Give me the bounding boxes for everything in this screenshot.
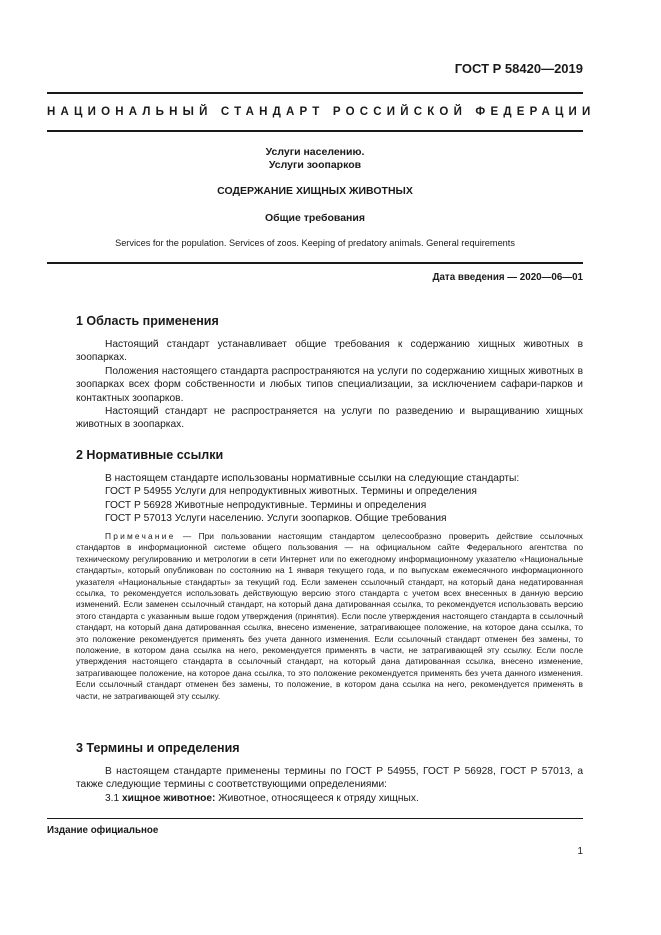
national-standard-banner: НАЦИОНАЛЬНЫЙ СТАНДАРТ РОССИЙСКОЙ ФЕДЕРАЦИИ	[47, 106, 596, 118]
note-text: — При пользовании настоящим стандартом целесообразно проверить действие ссылочных стандартов в информационной системе общего пользования — на официальном сайте Федерального агентства по техническому регулированию и метрологии в сети Интернет или по ежегодному информационному указателю «Национальные стандарты», который опубликован по состоянию на 1 января текущего года, и по выпускам ежемесячного информационного указателя «Национальные стандарты» за текущий год. Если заменен ссылочный стандарт, на который дана недатированная ссылка, то рекомендуется использовать действующую версию этого стандарта с учетом всех внесенных в данную версию изменений. Если заменен ссылочный стандарт, на который дана датированная ссылка, то рекомендуется использовать версию этого стандарта с указанным выше годом утверждения (принятия). Если после утверждения настоящего стандарта в ссылочный стандарт, на который дана датированная ссылка, внесено изменение, затрагивающее положение, на которое дана ссылка, то это положение рекомендуется применять без учета данного изменения. Если ссылочный стандарт отменен без замены, то положение, в котором дана ссылка на него, рекомендуется применять в части, не затрагивающей эту ссылку. Если после утверждения настоящего стандарта в ссылочный стандарт, на который дана датированная ссылка, внесено изменение, затрагивающее положение, на которое дана ссылка, то это положение рекомендуется применять без учета данного изменения. Если ссылочный стандарт отменен без замены, то положение, в котором дана ссылка на него, рекомендуется применять в части, не затрагивающей эту ссылку.	[76, 531, 583, 701]
title-main: СОДЕРЖАНИЕ ХИЩНЫХ ЖИВОТНЫХ	[217, 185, 413, 197]
section2-heading: 2 Нормативные ссылки	[76, 448, 224, 462]
note-lead: Примечание	[105, 531, 176, 541]
title-rule	[47, 262, 583, 264]
page-number: 1	[577, 846, 583, 857]
section3-body	[76, 765, 583, 805]
normative-reference: ГОСТ Р 57013 Услуги населению. Услуги зоопарков. Общие требования	[105, 513, 447, 525]
normative-note	[76, 531, 583, 702]
section1-paragraph: Положения настоящего стандарта распространяются на услуги по содержанию хищных животных в зоопарках всех форм собственности и любых типов специализации, за исключением сафари-парков и контактных зоопарков.	[76, 365, 583, 404]
term-entry	[76, 792, 583, 805]
section1-heading: 1 Область применения	[76, 314, 219, 328]
term-name: хищное животное:	[122, 792, 216, 804]
introduction-date: Дата введения — 2020—06—01	[432, 272, 583, 283]
header-rule	[47, 92, 583, 94]
banner-rule	[47, 130, 583, 132]
title-english: Services for the population. Services of zoos. Keeping of predatory animals. General requirements	[115, 238, 515, 248]
section2-paragraph: В настоящем стандарте использованы нормативные ссылки на следующие стандарты:	[105, 473, 520, 484]
section3-heading: 3 Термины и определения	[76, 741, 240, 755]
normative-reference: ГОСТ Р 54955 Услуги для непродуктивных животных. Термины и определения	[105, 486, 477, 498]
title-line1: Услуги населению.	[265, 146, 365, 158]
official-edition-label: Издание официальное	[47, 825, 159, 836]
normative-reference: ГОСТ Р 56928 Животные непродуктивные. Термины и определения	[105, 499, 427, 511]
section1-paragraph: Настоящий стандарт не распространяется на услуги по разведению и выращиванию хищных животных в зоопарках.	[76, 406, 583, 431]
standard-designation: ГОСТ Р 58420—2019	[454, 61, 583, 76]
footer-rule	[47, 818, 583, 819]
title-sub: Общие требования	[265, 212, 365, 224]
section1-body	[76, 338, 583, 432]
section3-paragraph: В настоящем стандарте применены термины по ГОСТ Р 54955, ГОСТ Р 56928, ГОСТ Р 57013, а также следующие термины с соответствующими определениями:	[76, 766, 583, 791]
term-definition: Животное, относящееся к отряду хищных.	[218, 792, 419, 804]
term-number: 3.1	[105, 792, 120, 804]
section1-paragraph: Настоящий стандарт устанавливает общие требования к содержанию хищных животных в зоопарках.	[76, 339, 583, 364]
section2-body	[76, 472, 583, 526]
title-line2: Услуги зоопарков	[268, 159, 362, 171]
